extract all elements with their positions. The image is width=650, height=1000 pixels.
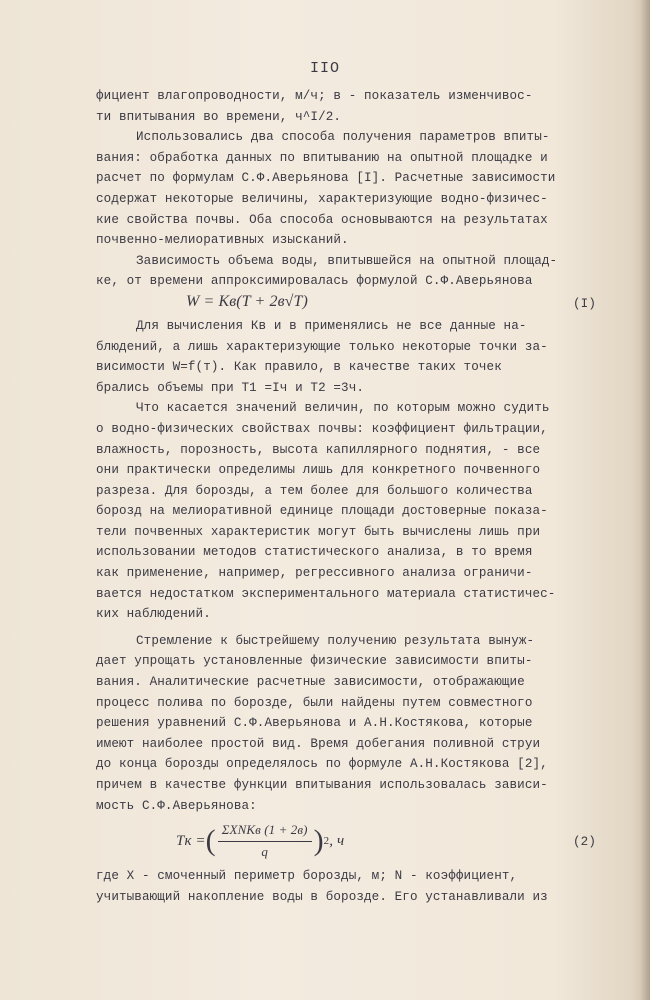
- formula-2-denominator: q: [261, 843, 268, 859]
- text-line: содержат некоторые величины, характеризующие водно-физичес-: [96, 191, 548, 206]
- text-line: ких наблюдений.: [96, 607, 211, 622]
- formula-2-tail: , ч: [329, 832, 345, 849]
- text-line: имеют наиболее простой вид. Время добегания поливной струи: [96, 736, 541, 751]
- formula-2-numerator: ΣXNКв (1 + 2в): [218, 820, 312, 842]
- formula-1-expression: W = Кв(T + 2в√T): [186, 292, 308, 310]
- formula-2-lhs: Tк =: [176, 832, 206, 849]
- text-line: мость С.Ф.Аверьянова:: [96, 798, 257, 813]
- text-line: брались объемы при T1 =Iч и T2 =3ч.: [96, 380, 365, 395]
- text-line: о водно-физических свойствах почвы: коэффициент фильтрации,: [96, 421, 548, 436]
- text-line: причем в качестве функции впитывания использовалась зависи-: [96, 778, 548, 792]
- formula-2-fraction: [218, 820, 312, 862]
- page-number: IIO: [309, 60, 340, 77]
- text-line: фициент влагопроводности, м/ч; в - показатель изменчивос-: [96, 89, 533, 103]
- text-line: Что касается значений величин, по которым можно судить: [136, 401, 550, 416]
- text-line: вания. Аналитические расчетные зависимости, отображающие: [96, 675, 525, 690]
- text-line: вается недостатком экспериментального материала статистичес-: [96, 586, 556, 601]
- text-line: учитывающий накопление воды в борозде. Его устанавливали из: [96, 889, 548, 904]
- formula-2-exponent: 2: [323, 834, 330, 847]
- close-paren: ): [313, 824, 324, 858]
- text-line: тели почвенных характеристик могут быть вычислены лишь при: [96, 524, 541, 539]
- text-line: расчет по формулам С.Ф.Аверьянова [I]. Расчетные зависимости: [96, 171, 556, 186]
- text-line: висимости W=f(т). Как правило, в качестве таких точек: [96, 360, 502, 375]
- text-line: влажность, порозность, высота капиллярного поднятия, - все: [96, 442, 541, 457]
- text-line: до конца борозды определялось по формуле А.Н.Костякова [2],: [96, 757, 548, 772]
- text-line: использовании методов статистического анализа, в то время: [96, 545, 533, 560]
- text-line: решения уравнений С.Ф.Аверьянова и А.Н.Костякова, которые: [96, 716, 533, 731]
- formula-2-number: (2): [573, 835, 596, 850]
- body-text: [96, 86, 596, 907]
- formula-1-number: (I): [573, 296, 596, 311]
- text-line: кие свойства почвы. Оба способа основываются на результатах: [96, 212, 548, 227]
- text-line: блюдений, а лишь характеризующие только некоторые точки за-: [96, 339, 548, 354]
- text-line: почвенно-мелиоративных изысканий.: [96, 233, 349, 248]
- text-line: они практически определимы лишь для конкретного почвенного: [96, 463, 541, 478]
- formula-1: [96, 292, 596, 316]
- text-line: разреза. Для борозды, а тем более для большого количества: [96, 483, 533, 498]
- text-line: дает упрощать установленные физические зависимости впиты-: [96, 654, 533, 669]
- text-line: где X - смоченный периметр борозды, м; N - коэффициент,: [96, 869, 518, 884]
- text-line: как применение, например, регрессивного анализа ограничи-: [96, 566, 533, 581]
- text-line: ти впитывания во времени, ч^I/2.: [96, 109, 342, 124]
- text-line: Стремление к быстрейшему получению результата вынуж-: [136, 633, 535, 648]
- open-paren: (: [205, 824, 216, 858]
- text-line: Зависимость объема воды, впитывшейся на опытной площад-: [136, 253, 558, 268]
- text-line: Для вычисления Кв и в применялись не все данные на-: [136, 318, 527, 333]
- formula-2: [96, 816, 596, 866]
- text-line: ке, от времени аппроксимировалась формулой С.Ф.Аверьянова: [96, 274, 533, 289]
- text-line: вания: обработка данных по впитыванию на опытной площадке и: [96, 150, 548, 165]
- formula-2-expression: [176, 820, 344, 862]
- text-line: процесс полива по борозде, были найдены путем совместного: [96, 695, 533, 710]
- text-line: Использовались два способа получения параметров впиты-: [136, 130, 550, 145]
- page-spine-shadow: [640, 0, 650, 1000]
- text-line: борозд на мелиоративной единице площади достоверные показа-: [96, 504, 548, 519]
